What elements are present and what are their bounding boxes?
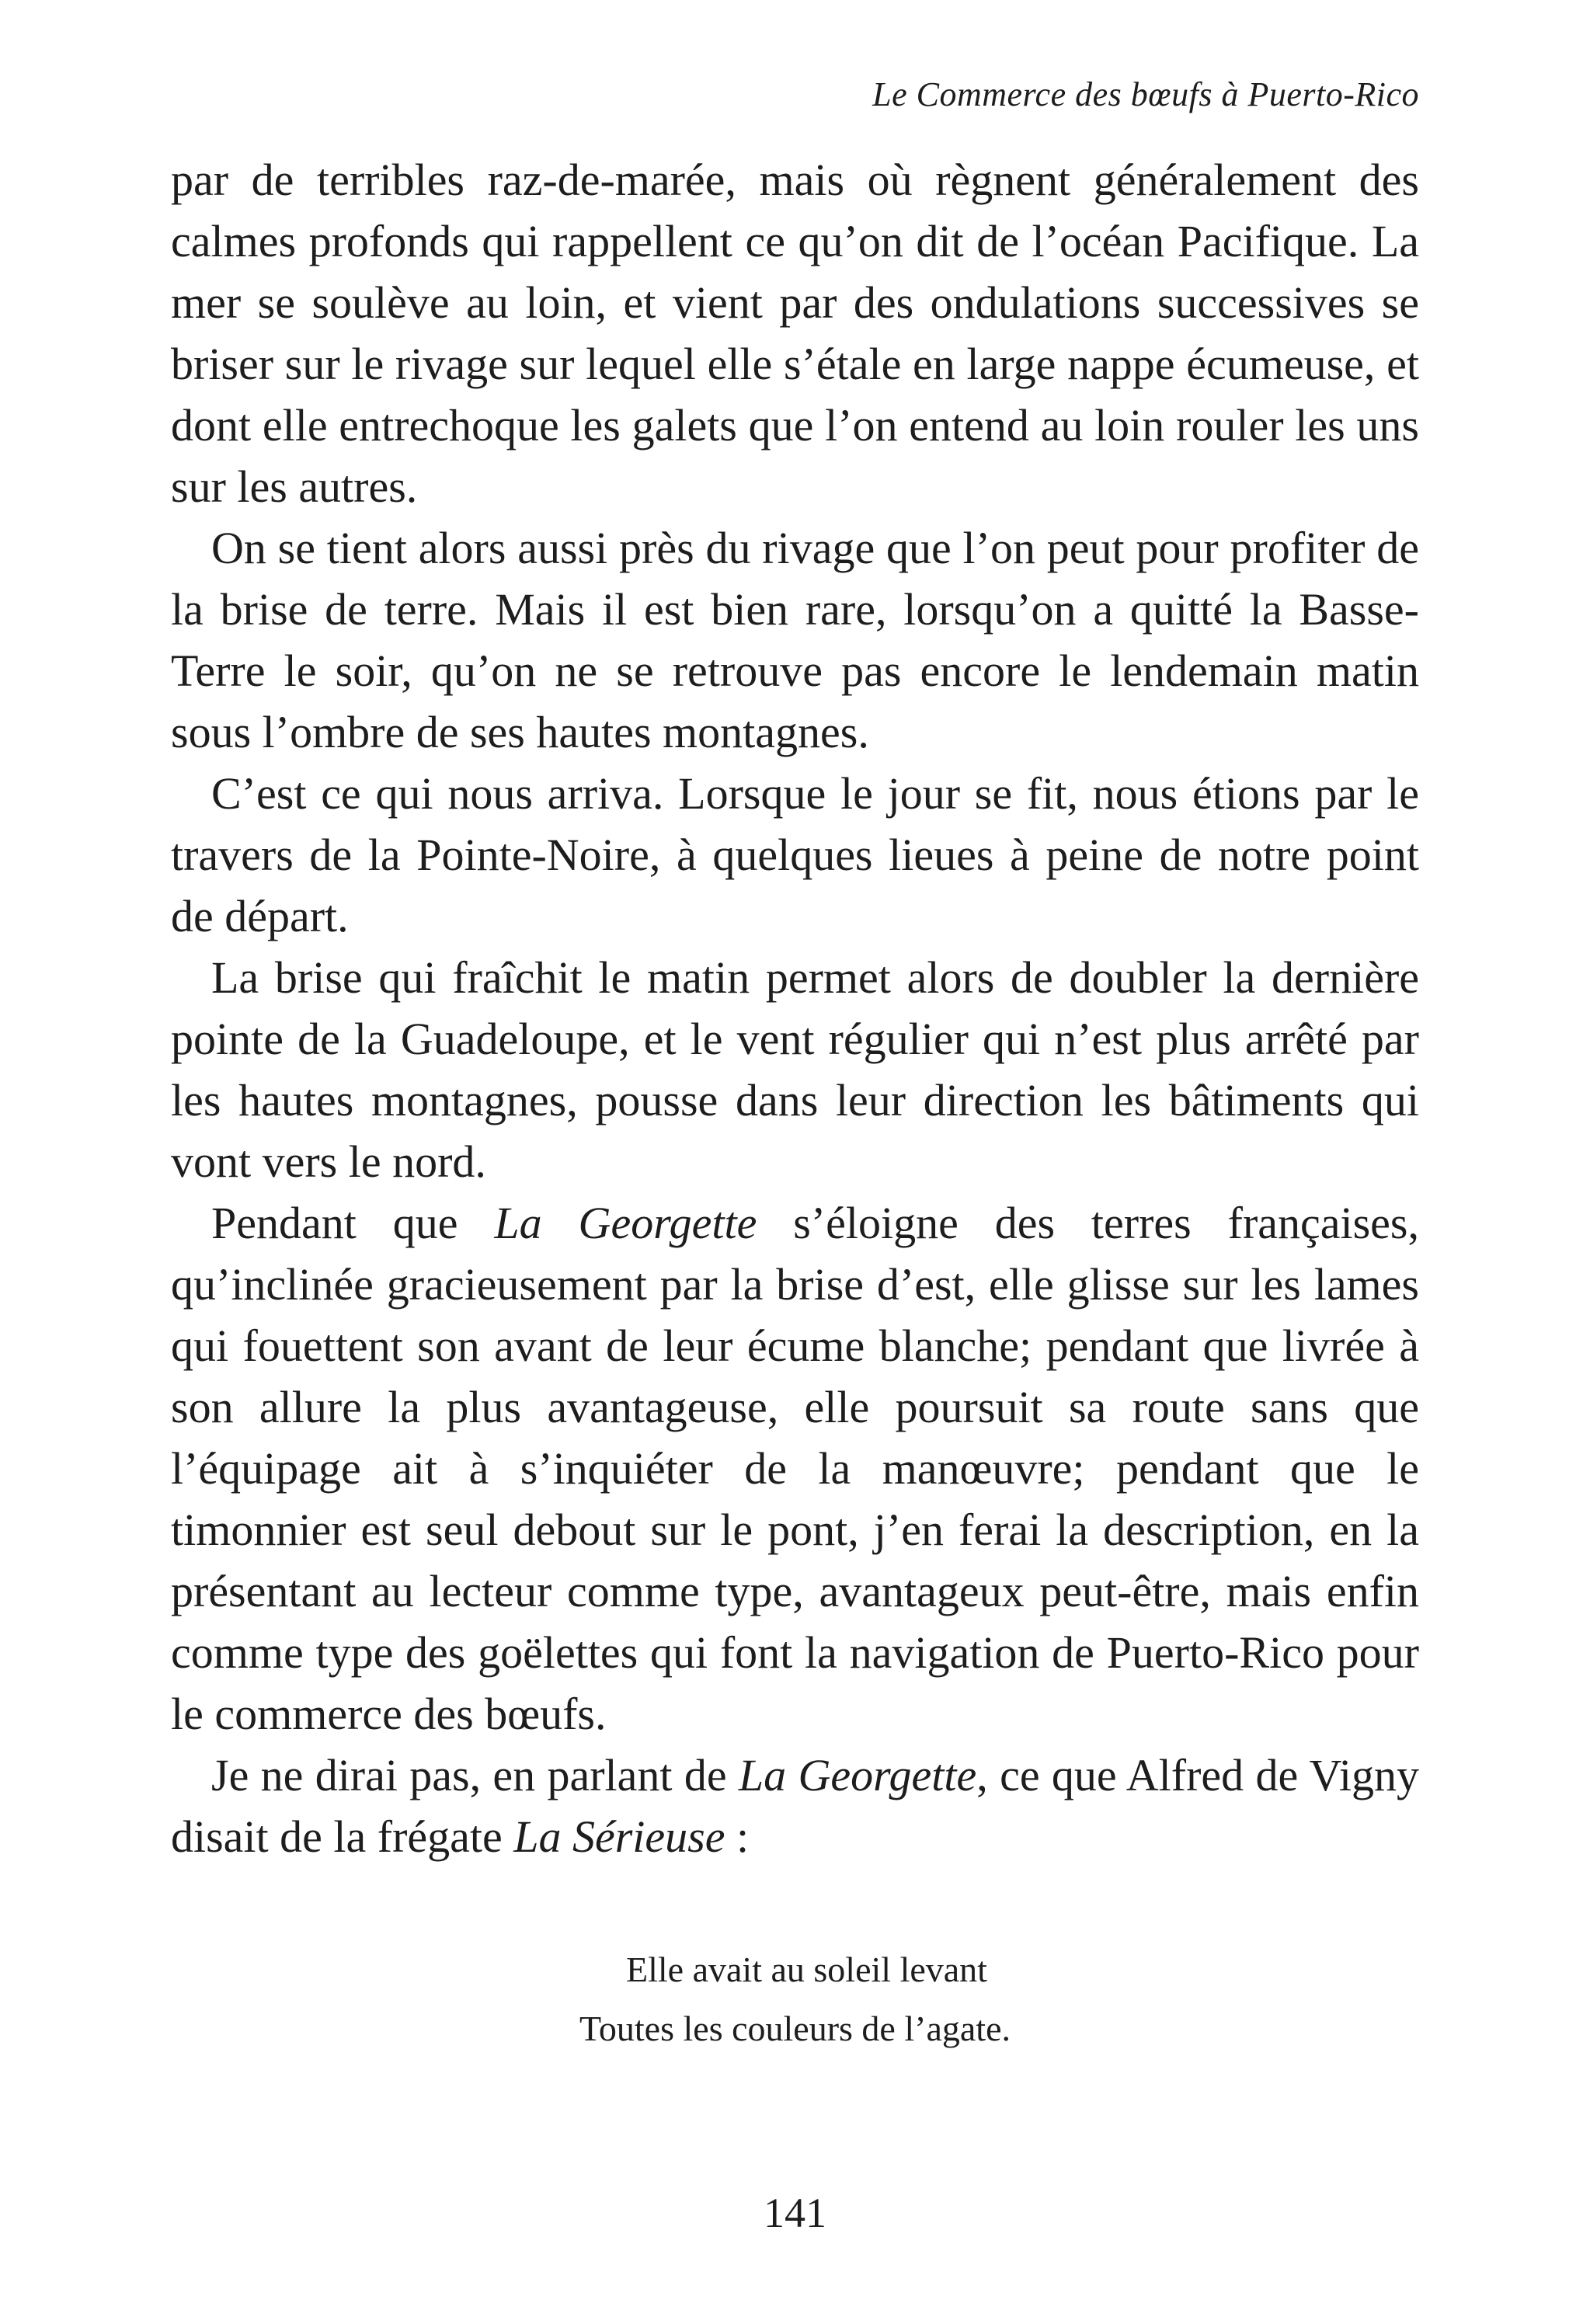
paragraph-guadeloupe: La brise qui fraîchit le matin permet alors de doubler la dernière pointe de la Guadeloupe, et le vent régulier qui n’est plus arrêté par les hautes montagnes, pousse dans leur direction les bâtiments qui vont vers le nord. bbox=[171, 952, 1419, 1187]
paragraph-georgette-description bbox=[171, 1192, 1419, 1745]
page-number: 141 bbox=[764, 2190, 826, 2236]
ship-name: La Georgette bbox=[494, 1198, 757, 1248]
paragraph-brise-de-terre: On se tient alors aussi près du rivage que l’on peut pour profiter de la brise de terre. Mais il est bien rare, lorsqu’on a quitté la Basse-Terre le soir, qu’on ne se retrouve pas encore le lendemain matin sous l’ombre de ses hautes montagnes. bbox=[171, 523, 1419, 757]
body-text bbox=[171, 149, 1419, 1867]
verse-line-1: Elle avait au soleil levant bbox=[626, 1950, 987, 1989]
text-segment: s’éloigne des terres françaises, qu’inclinée gracieusement par la brise d’est, elle glisse sur les lames qui fouettent son avant de leur écume blanche; pendant que livrée à son allure la plus avantageuse, elle poursuit sa route sans que l’équipage ait à s’inquiéter de la manœuvre; pendant que le timonnier est seul debout sur le pont, j’en ferai la description, en la présentant au lecteur comme type, avantageux peut-être, mais enfin comme type des goëlettes qui font la navigation de Puerto-Rico pour le commerce des bœufs. bbox=[171, 1198, 1419, 1739]
text-segment: Je ne dirai pas, en parlant de bbox=[211, 1750, 739, 1800]
frigate-name: La Sérieuse bbox=[513, 1811, 725, 1862]
text-segment: Pendant que bbox=[211, 1198, 495, 1248]
text-segment: : bbox=[725, 1811, 750, 1862]
text-segment: , ce que Alfred de Vigny disait de la frégate bbox=[171, 1750, 1419, 1862]
paragraph-continued: par de terribles raz-de-marée, mais où règnent généralement des calmes profonds qui rappellent ce qu’on dit de l’océan Pacifique. La mer se soulève au loin, et vient par des ondulations successives se briser sur le rivage sur lequel elle s’étale en large nappe écumeuse, et dont elle entrechoque les galets que l’on entend au loin rouler les uns sur les autres. bbox=[171, 155, 1419, 512]
paragraph-pointe-noire: C’est ce qui nous arriva. Lorsque le jour se fit, nous étions par le travers de la Pointe-Noire, à quelques lieues à peine de notre point de départ. bbox=[171, 768, 1419, 941]
verse-line-2: Toutes les couleurs de l’agate. bbox=[579, 2009, 1011, 2048]
running-header: Le Commerce des bœufs à Puerto-Rico bbox=[872, 75, 1419, 113]
verse-quote bbox=[0, 1940, 1590, 2058]
paragraph-vigny bbox=[171, 1745, 1419, 1867]
ship-name: La Georgette bbox=[738, 1750, 977, 1800]
